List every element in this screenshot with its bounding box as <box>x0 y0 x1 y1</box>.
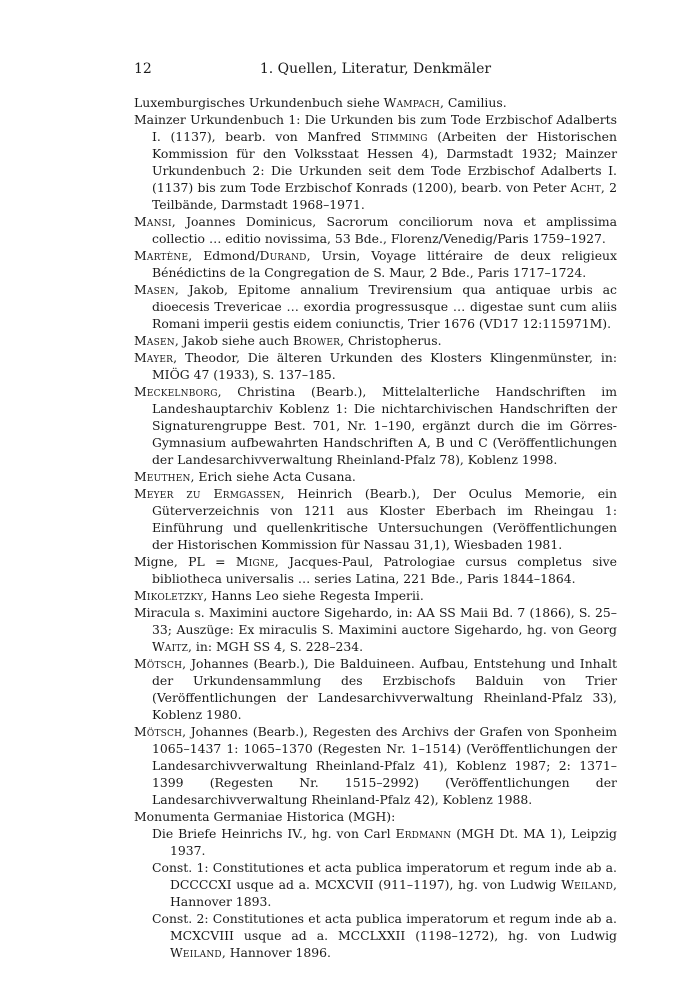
author-name: Meyer zu Ermgassen <box>134 486 281 501</box>
author-name: Acht <box>570 180 601 195</box>
author-name: Mansi <box>134 214 172 229</box>
entries-container <box>134 94 617 825</box>
entry-text: , Theodor, Die älteren Urkunden des Klosters Klingenmünster, in: MIÖG 47 (1933), S. 137–185. <box>152 350 617 382</box>
bibliography-entry <box>134 468 617 485</box>
entry-text: , Christina (Bearb.), Mittelalterliche Handschriften im Landeshauptarchiv Koblenz 1: Die nichtarchivischen Handschriften der Signaturengruppe Best. 701, Nr. 1–190, ergänzt durch die im Görres-Gymnasium aufbewahrten Handschriften A, B und C (Veröffentlichungen der Landesarchivverwaltung Rheinland-Pfalz 78), Koblenz 1998. <box>152 384 617 467</box>
entry-text: (MGH Dt. MA 1), Leipzig 1937. <box>170 826 617 858</box>
entry-text: Mainzer Urkundenbuch 1: Die Urkunden bis zum Tode Erzbischof Adalberts I. (1137), bearb. von Manfred <box>134 112 617 144</box>
bibliography-entry <box>134 94 617 111</box>
entry-text: Miracula s. Maximini auctore Sigehardo, in: AA SS Maii Bd. 7 (1866), S. 25–33; Auszüge: Ex miraculis S. Maximini auctore Sigehardo, hg. von Georg <box>134 605 617 637</box>
bibliography-entry <box>134 247 617 281</box>
sub-entry <box>134 825 617 859</box>
bibliography-entry <box>134 332 617 349</box>
entry-text: , Hanns Leo siehe Regesta Imperii. <box>203 588 424 603</box>
entry-text: , Christopherus. <box>340 333 442 348</box>
bibliography-entry <box>134 655 617 723</box>
entry-text: Luxemburgisches Urkundenbuch siehe <box>134 95 384 110</box>
entry-text: Migne, PL = <box>134 554 236 569</box>
entry-text: , Hannover 1896. <box>221 945 331 960</box>
page-number: 12 <box>134 61 152 77</box>
entry-text: Die Briefe Heinrichs IV., hg. von Carl <box>152 826 396 841</box>
author-name: Stimming <box>370 129 428 144</box>
author-name: Meuthen <box>134 469 191 484</box>
running-header <box>134 58 617 80</box>
bibliography-list <box>134 94 617 961</box>
bibliography-entry <box>134 723 617 808</box>
entry-text: , Jacques-Paul, Patrologiae cursus completus sive bibliotheca universalis … series Latina, 221 Bde., Paris 1844–1864. <box>152 554 617 586</box>
entry-text: , in: MGH SS 4, S. 228–234. <box>188 639 364 654</box>
running-title: 1. Quellen, Literatur, Denkmäler <box>259 61 492 77</box>
author-name: Weiland <box>561 877 614 892</box>
bibliography-entry <box>134 587 617 604</box>
author-name: Erdmann <box>395 826 452 841</box>
entry-text: , Hannover 1893. <box>170 877 617 909</box>
bibliography-entry <box>134 281 617 332</box>
author-name: Mayer <box>134 350 174 365</box>
author-name: Brower <box>293 333 341 348</box>
entry-text: , 2 Teilbände, Darmstadt 1968–1971. <box>152 180 617 212</box>
author-name: Mötsch <box>134 724 183 739</box>
bibliography-entry <box>134 808 617 825</box>
bibliography-entry <box>134 349 617 383</box>
entry-text: , Johannes (Bearb.), Die Balduineen. Aufbau, Entstehung und Inhalt der Urkundensammlung des Erzbischofs Balduin von Trier (Veröffentlichungen der Landesarchivverwaltung Rheinland-Pfalz 33), Koblenz 1980. <box>152 656 617 722</box>
entry-text: , Camilius. <box>440 95 507 110</box>
sub-entry <box>134 910 617 961</box>
bibliography-entry <box>134 604 617 655</box>
entry-text: , Heinrich (Bearb.), Der Oculus Memorie, ein Güterverzeichnis von 1211 aus Kloster Eberbach im Rheingau 1: Einführung und quellenkritische Untersuchungen (Veröffentlichungen der Historischen Kommission für Nassau 31,1), Wiesbaden 1981. <box>152 486 617 552</box>
bibliography-entry <box>134 111 617 213</box>
author-name: Durand <box>259 248 307 263</box>
author-name: Meckelnborg <box>134 384 218 399</box>
bibliography-entry <box>134 383 617 468</box>
entry-text: , Jakob, Epitome annalium Trevirensium qua antiquae urbis ac dioecesis Trevericae … exordia progressusque … digestae sunt cum aliis Romani imperii gestis eidem coniunctis, Trier 1676 (VD17 12:115971M). <box>152 282 617 331</box>
author-name: Waitz <box>152 639 189 654</box>
entry-text: Const. 1: Constitutiones et acta publica imperatorum et regum inde ab a. DCCCCXI usque ad a. MCXCVII (911–1197), hg. von Ludwig <box>152 860 617 892</box>
sub-entries-container <box>134 825 617 961</box>
bibliography-entry <box>134 485 617 553</box>
entry-text: , Jakob siehe auch <box>174 333 294 348</box>
author-name: Weiland <box>170 945 222 960</box>
author-name: Masen <box>134 282 175 297</box>
author-name: Mötsch <box>134 656 183 671</box>
author-name: Migne <box>235 554 275 569</box>
entry-text: , Johannes (Bearb.), Regesten des Archivs der Grafen von Sponheim 1065–1437 1: 1065–1370 (Regesten Nr. 1–1514) (Veröffentlichungen der Landesarchivverwaltung Rheinland-Pfalz 41), Koblenz 1987; 2: 1371–1399 (Regesten Nr. 1515–2992) (Veröffentlichungen der Landesarchivverwaltung Rheinland-Pfalz 42), Koblenz 1988. <box>152 724 617 807</box>
entry-text: , Joannes Dominicus, Sacrorum conciliorum nova et amplissima collectio … editio novissima, 53 Bde., Florenz/Venedig/Paris 1759–1927. <box>152 214 617 246</box>
author-name: Mikoletzky <box>134 588 204 603</box>
entry-text: (Arbeiten der Historischen Kommission für den Volksstaat Hessen 4), Darmstadt 1932; Mainzer Urkundenbuch 2: Die Urkunden seit dem Tode Erzbischof Adalberts I. (1137) bis zum Tode Erzbischof Konrads (1200), bearb. von Peter <box>152 129 617 195</box>
entry-text: Monumenta Germaniae Historica (MGH): <box>134 809 396 824</box>
bibliography-entry <box>134 213 617 247</box>
sub-entry <box>134 859 617 910</box>
author-name: Masen <box>134 333 175 348</box>
entry-text: , Erich siehe Acta Cusana. <box>190 469 356 484</box>
entry-text: , Ursin, Voyage littéraire de deux religieux Bénédictins de la Congregation de S. Maur, 2 Bde., Paris 1717–1724. <box>152 248 617 280</box>
author-name: Wampach <box>383 95 440 110</box>
entry-text: Const. 2: Constitutiones et acta publica imperatorum et regum inde ab a. MCXCVIII usque ad a. MCCLXXII (1198–1272), hg. von Ludwig <box>152 911 617 943</box>
entry-text: , Edmond/ <box>188 248 260 263</box>
author-name: Martène <box>134 248 189 263</box>
bibliography-entry <box>134 553 617 587</box>
